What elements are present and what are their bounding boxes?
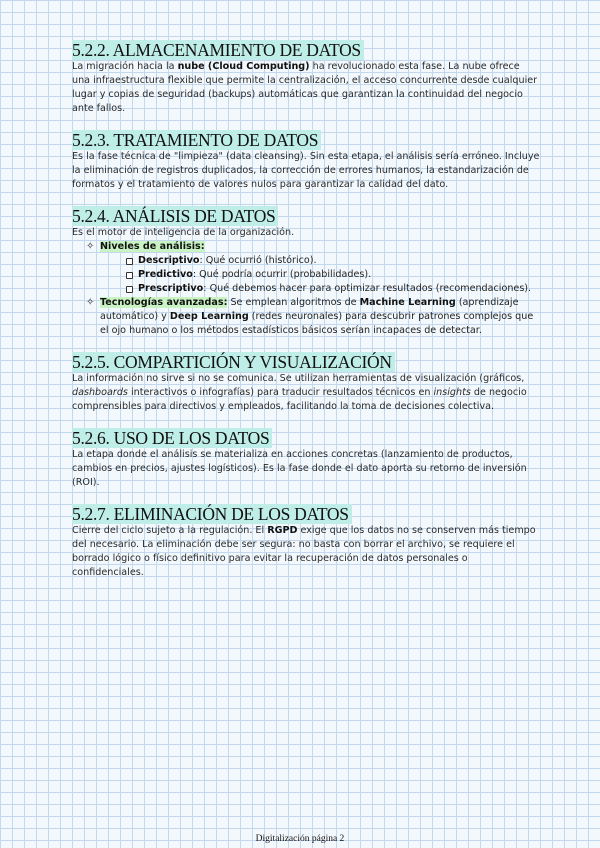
list-item-tecnologias: ✧ Tecnologías avanzadas: Se emplean algoritmos de Machine Learning (aprendizaje automático) y Deep Learning (redes neuronales) para descubrir patrones complejos que el ojo humano o los métodos estadísticos básicos serían incapaces de detectar.: [86, 297, 534, 336]
section-body: Es la fase técnica de "limpieza" (data cleansing). Sin esta etapa, el análisis sería erróneo. Incluye la eliminación de registros duplicados, la corrección de errores humanos, la estandarización de formatos y el tratamiento de valores nulos para garantizar la calidad del dato.: [72, 151, 540, 190]
square-bullet-icon: [126, 258, 133, 265]
section-body: La migración hacia la nube (Cloud Computing) ha revolucionado esta fase. La nube ofrece una infraestructura flexible que permite la centralización, el acceso concurrente desde cualquier lugar y copias de seguridad (backups) automáticas que garantizan la continuidad del negocio ante fallos.: [72, 61, 538, 114]
section-body: La información no sirve si no se comunica. Se utilizan herramientas de visualización (gráficos, dashboards interactivos o infografías) para traducir resultados técnicos en insights de negocio comprensibles para directivos y empleados, facilitando la toma de decisiones colectiva.: [72, 373, 527, 412]
section-title: 5.2.3. TRATAMIENTO DE DATOS: [72, 130, 321, 150]
section-tratamiento: [72, 130, 540, 192]
section-title: 5.2.2. ALMACENAMIENTO DE DATOS: [72, 40, 364, 60]
list-item: Prescriptivo: Qué debemos hacer para optimizar resultados (recomendaciones).: [126, 282, 540, 296]
diamond-star-icon: ✧: [86, 297, 95, 308]
niveles-label: Niveles de análisis:: [100, 241, 205, 252]
section-intro: Es el motor de inteligencia de la organización.: [72, 227, 295, 238]
section-title: 5.2.7. ELIMINACIÓN DE LOS DATOS: [72, 504, 352, 524]
section-comparticion: [72, 352, 540, 414]
list-item-niveles: [86, 240, 540, 296]
list-item: Predictivo: Qué podría ocurrir (probabilidades).: [126, 268, 540, 282]
tecnologias-label: Tecnologías avanzadas:: [100, 297, 228, 308]
diamond-star-icon: ✧: [86, 241, 95, 252]
niveles-list: [100, 254, 540, 296]
section-analisis: [72, 206, 540, 338]
section-title: 5.2.6. USO DE LOS DATOS: [72, 428, 272, 448]
section-body: La etapa donde el análisis se materializa en acciones concretas (lanzamiento de productos, cambios en precios, ajustes logísticos). Es la fase donde el dato aporta su retorno de inversión (ROI).: [72, 449, 527, 488]
page-footer: Digitalización página 2: [255, 834, 345, 844]
section-title: 5.2.5. COMPARTICIÓN Y VISUALIZACIÓN: [72, 352, 395, 372]
section-eliminacion: [72, 504, 540, 580]
analysis-list: [72, 240, 540, 338]
section-title: 5.2.4. ANÁLISIS DE DATOS: [72, 206, 278, 226]
section-uso: [72, 428, 540, 490]
list-item: Descriptivo: Qué ocurrió (histórico).: [126, 254, 540, 268]
square-bullet-icon: [126, 272, 133, 279]
section-body: Cierre del ciclo sujeto a la regulación. El RGPD exige que los datos no se conserven más tiempo del necesario. La eliminación debe ser segura: no basta con borrar el archivo, se requiere el borrado lógico o físico definitivo para evitar la recuperación de datos personales o confidenciales.: [72, 525, 536, 578]
page-content: [72, 40, 540, 594]
square-bullet-icon: [126, 286, 133, 293]
section-almacenamiento: [72, 40, 540, 116]
